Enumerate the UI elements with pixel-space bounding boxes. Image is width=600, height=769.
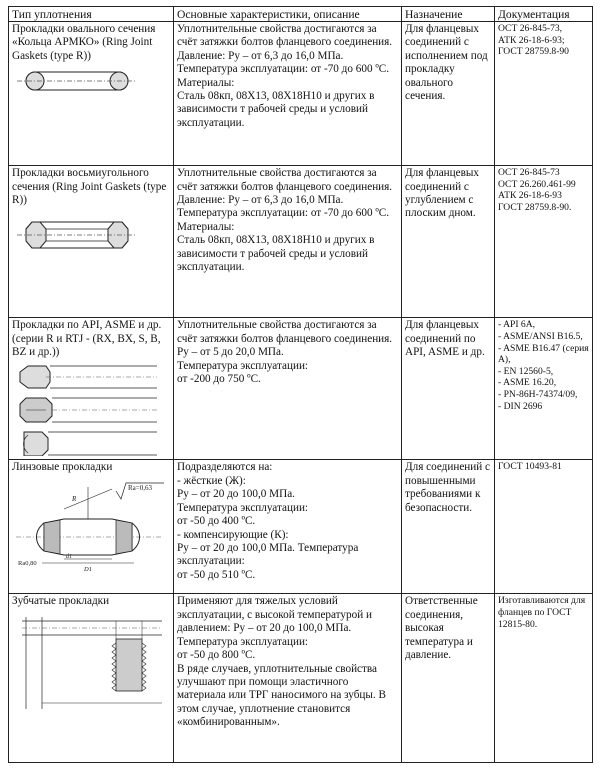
desc-line: Сталь 08кп, 08Х13, 08Х18Н10 и других в зависимости т рабочей среды и условий эксплуатации. <box>177 90 375 129</box>
doc-line: ГОСТ 28759.8-90 <box>498 46 569 58</box>
desc-line: Материалы: <box>177 220 235 233</box>
api-gasket-drawings <box>12 364 162 456</box>
table-row <box>9 22 593 166</box>
doc-line: - ASME 16.20, <box>498 377 557 389</box>
description-cell <box>174 22 402 166</box>
description-cell <box>174 460 402 594</box>
table-row <box>9 460 593 594</box>
desc-line: от -50 до 510 ºС. <box>177 568 256 581</box>
doc-line: ГОСТ 10493-81 <box>498 461 562 473</box>
desc-line: Подразделяются на: <box>177 461 273 474</box>
desc-line: от -50 до 400 ºС. <box>177 515 256 528</box>
octagonal-gasket-drawing <box>12 217 142 253</box>
description-cell <box>174 166 402 318</box>
desc-line: от -50 до 800 ºС. <box>177 649 256 662</box>
documentation-cell <box>495 166 593 318</box>
desc-line: Температура эксплуатации: <box>177 359 309 372</box>
purpose-cell: Для фланцевых соединений с углублением с плоским дном. <box>402 166 495 318</box>
gasket-type-name: Прокладки по API, ASME и др. (серии R и RTJ - (RX, BX, S, B, BZ и др.)) <box>12 319 162 359</box>
type-cell <box>9 22 174 166</box>
lens-diameter-label: D1 <box>84 565 92 573</box>
lens-roughness-label-2: Ra0,80 <box>18 559 37 567</box>
table-header-row <box>9 7 593 22</box>
doc-line: - DIN 2696 <box>498 400 543 412</box>
type-cell <box>9 166 174 318</box>
purpose-cell: Ответственные соединения, высокая температура и давление. <box>402 594 495 763</box>
desc-line: от -200 до 750 ºС. <box>177 373 261 385</box>
lens-roughness-label: Ra=0,63 <box>128 483 152 492</box>
purpose-cell: Для соединений с повышенными требованиями к безопасности. <box>402 460 495 594</box>
gasket-table <box>8 6 593 763</box>
gasket-type-name: Прокладки восьмиугольного сечения (Ring Joint Gaskets (type R)) <box>12 167 167 206</box>
lens-radius-label: R <box>72 494 77 503</box>
desc-line: Ру – от 20 до 100,0 МПа. <box>177 488 295 501</box>
doc-line: ОСТ 26-845-73, <box>498 23 563 34</box>
doc-line: АТК 26-18-6-93 <box>498 190 562 202</box>
desc-line: Температура эксплуатации: <box>177 501 309 514</box>
documentation-cell <box>495 318 593 460</box>
documentation-cell <box>495 594 593 763</box>
documentation-cell <box>495 460 593 594</box>
lens-gasket-drawing <box>12 479 167 573</box>
lens-inner-diameter-label: d1 <box>66 553 72 560</box>
doc-line: - ASME/ANSI B16.5, <box>498 330 583 342</box>
type-cell <box>9 318 174 460</box>
desc-line: - компенсирующие (К): <box>177 528 289 541</box>
gasket-type-name: Зубчатые прокладки <box>12 595 110 608</box>
header-type: Тип уплотнения <box>9 7 174 22</box>
desc-line: Температура эксплуатации: от -70 до 600 ºС. <box>177 63 390 76</box>
toothed-gasket-drawing <box>12 613 167 713</box>
doc-line: Изготавливаются для фланцев по ГОСТ 12815-80. <box>498 595 586 630</box>
desc-line: Давление: Ру – от 6,3 до 16,0 МПа. <box>177 49 344 62</box>
doc-line: - ASME B16.47 (серия А), <box>498 342 589 366</box>
description-cell <box>174 594 402 763</box>
gasket-type-name: Прокладки овального сечения «Кольца АРМКО» (Ring Joint Gaskets (type R)) <box>12 23 156 62</box>
header-documentation: Документация <box>495 7 593 22</box>
desc-line: Материалы: <box>177 76 235 89</box>
description-cell <box>174 318 402 460</box>
desc-line: Температура эксплуатации: <box>177 635 309 648</box>
table-row <box>9 318 593 460</box>
table-row <box>9 166 593 318</box>
doc-line: - API 6A, <box>498 319 536 331</box>
desc-line: Уплотнительные свойства достигаются за счёт затяжки болтов фланцевого соединения. <box>177 167 393 193</box>
table-row <box>9 594 593 763</box>
desc-line: Уплотнительные свойства достигаются за счёт затяжки болтов фланцевого соединения. <box>177 23 393 49</box>
desc-line: Применяют для тяжелых условий эксплуатации, с высокой температурой и давлением: Ру – от 20 до 100,0 МПа. <box>177 595 372 635</box>
documentation-cell <box>495 22 593 166</box>
purpose-cell: Для фланцевых соединений с исполнением под прокладку овального сечения. <box>402 22 495 166</box>
type-cell <box>9 594 174 763</box>
doc-line: ОСТ 26-845-73 <box>498 167 560 179</box>
type-cell <box>9 460 174 594</box>
desc-line: Сталь 08кп, 08Х13, 08Х18Н10 и других в зависимости т рабочей среды и условий эксплуатации. <box>177 234 375 273</box>
doc-line: - PN-86H-74374/09, <box>498 388 578 400</box>
desc-line: Ру – от 20 до 100,0 МПа. Температура эксплуатации: <box>177 541 359 568</box>
doc-line: АТК 26-18-6-93; <box>498 34 565 46</box>
doc-line: - EN 12560-5, <box>498 365 554 377</box>
desc-line: Температура эксплуатации: от -70 до 600 ºС. <box>177 207 390 220</box>
desc-line: В ряде случаев, уплотнительные свойства улучшают при помощи эластичного материала или ТРГ наносимого на зубцы. В этом случае, уплотнение становится «комбинированным». <box>177 662 386 729</box>
gasket-type-name: Линзовые прокладки <box>12 461 113 474</box>
desc-line: - жёсткие (Ж): <box>177 474 246 487</box>
oval-gasket-drawing <box>12 67 142 95</box>
header-description: Основные характеристики, описание <box>174 7 402 22</box>
desc-line: Уплотнительные свойства достигаются за счёт затяжки болтов фланцевого соединения. <box>177 319 393 345</box>
header-purpose: Назначение <box>402 7 495 22</box>
desc-line: Ру – от 5 до 20,0 МПа. <box>177 346 284 359</box>
doc-line: ОСТ 26.260.461-99 <box>498 178 576 190</box>
doc-line: ГОСТ 28759.8-90. <box>498 201 572 213</box>
desc-line: Давление: Ру – от 6,3 до 16,0 МПа. <box>177 193 344 206</box>
purpose-cell: Для фланцевых соединений по API, ASME и др. <box>402 318 495 460</box>
